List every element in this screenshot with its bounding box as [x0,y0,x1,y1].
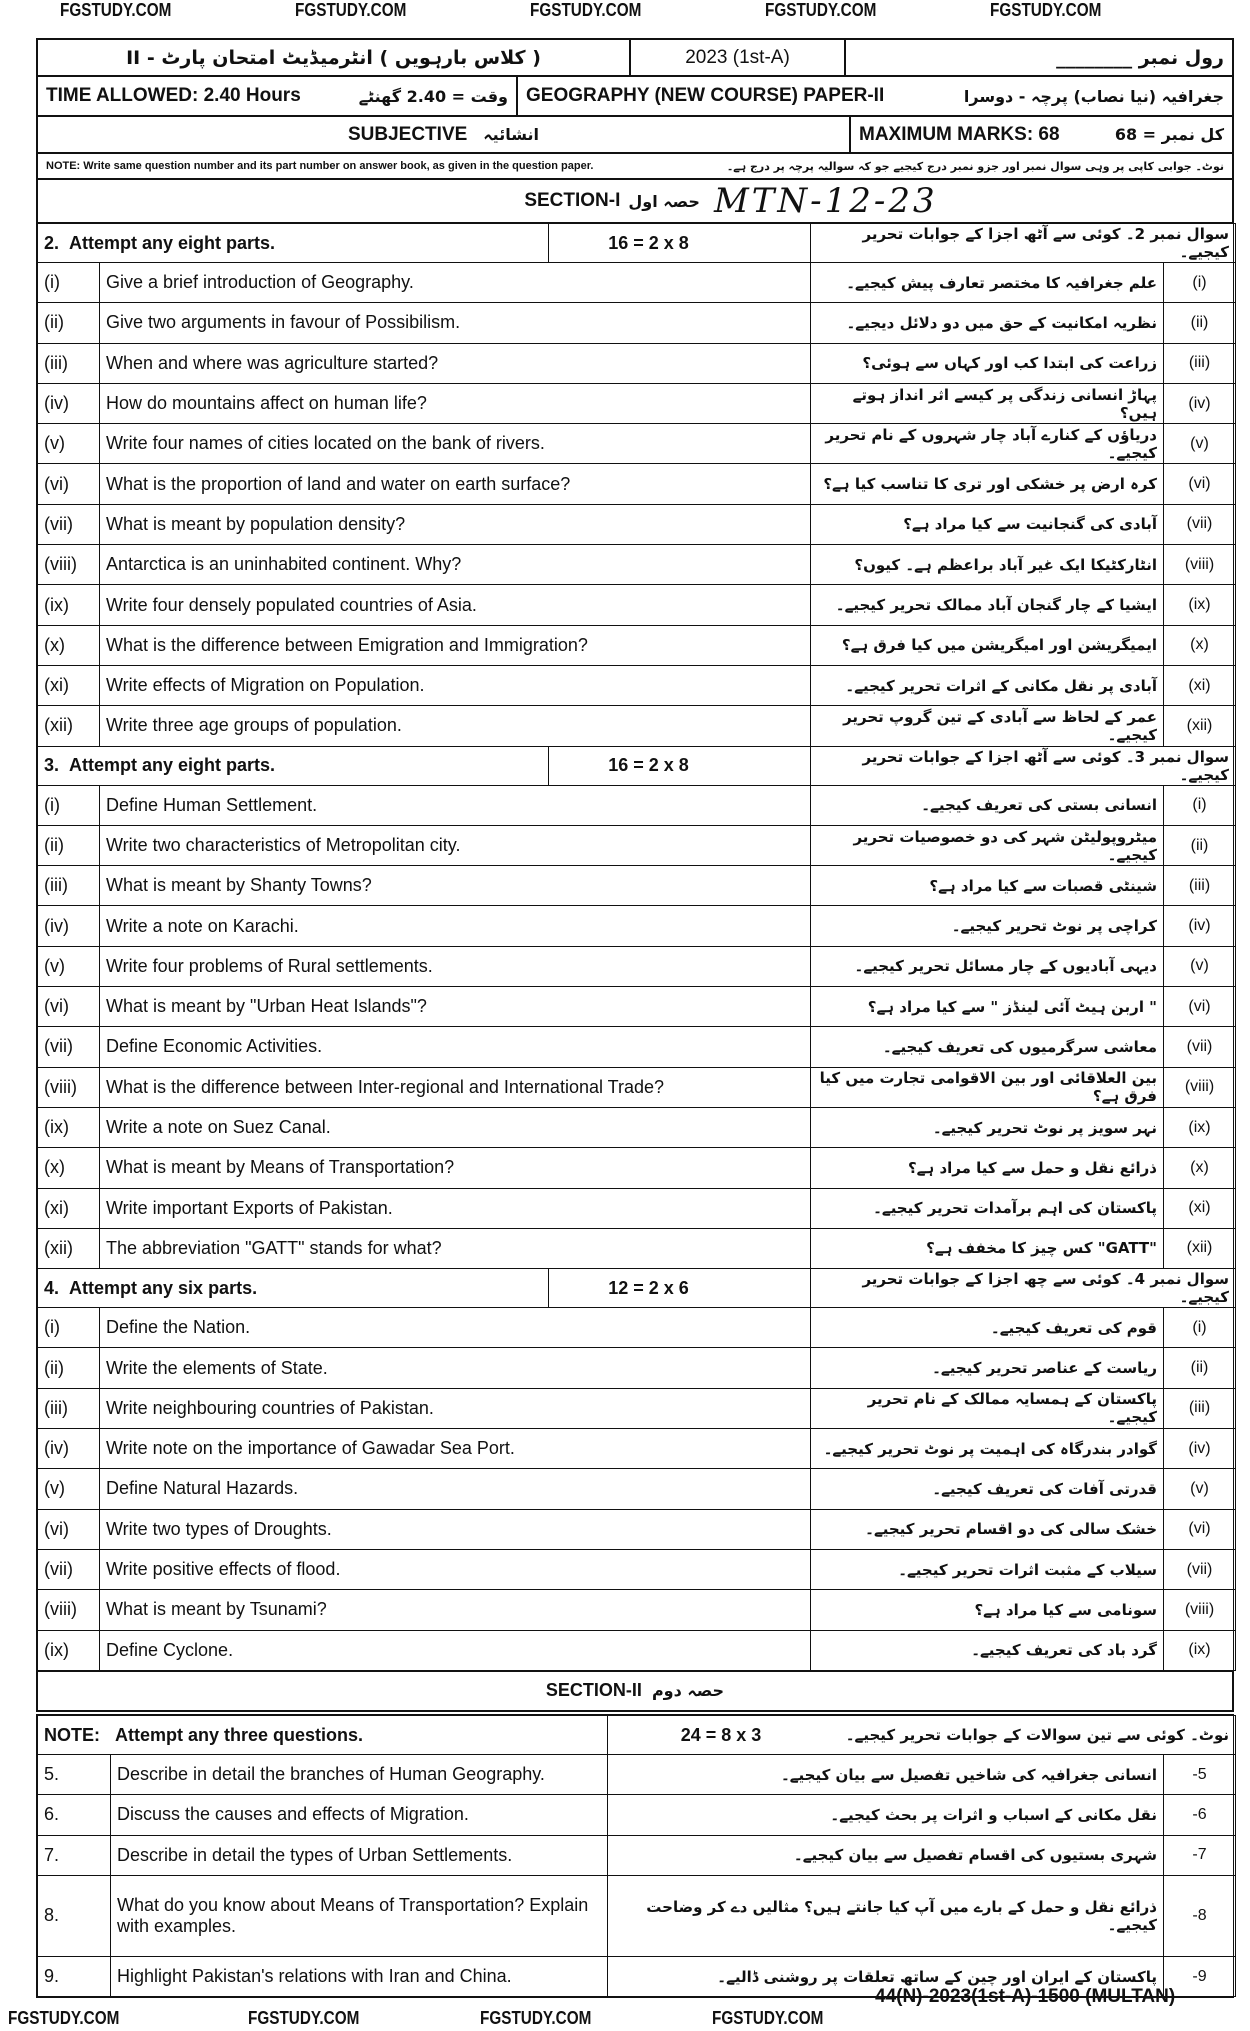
part-number: (iv) [38,906,100,946]
part-text: What is meant by "Urban Heat Islands"? [100,987,811,1027]
question-part [38,303,1236,343]
part-text-urdu: ذرائع نقل و حمل سے کیا مراد ہے؟ [811,1148,1164,1188]
part-text-urdu: معاشی سرگرمیوں کی تعریف کیجیے۔ [811,1027,1164,1067]
question-instruction: Attempt any eight parts. [69,755,276,776]
part-text: Give two arguments in favour of Possibilism. [100,303,811,343]
part-text-urdu: پہاڑ انسانی زندگی پر کیسے اثر انداز ہوتے ہیں؟ [811,383,1164,423]
part-number: (ii) [38,825,100,865]
part-number-urdu: (ii) [1164,1348,1236,1388]
question-instruction-urdu: سوال نمبر 2۔ کوئی سے آٹھ اجزا کے جوابات تحریر کیجیے۔ [811,224,1236,263]
part-number: (viii) [38,1067,100,1107]
part-number-urdu: (v) [1164,424,1236,464]
question-part [38,464,1236,504]
part-text: What is meant by population density? [100,504,811,544]
part-text-urdu: ایشیا کے چار گنجان آباد ممالک تحریر کیجیے۔ [811,585,1164,625]
part-number: (viii) [38,1590,100,1630]
part-number: (ii) [38,303,100,343]
q3-header [38,746,1236,785]
question-part [38,1630,1236,1670]
long-instruction: Attempt any three questions. [115,1724,364,1745]
q4-header [38,1269,1236,1308]
part-number-urdu: (ii) [1164,303,1236,343]
question-instruction: Attempt any six parts. [69,1277,258,1298]
part-text: How do mountains affect on human life? [100,383,811,423]
part-number-urdu: (vii) [1164,1549,1236,1589]
part-text-urdu: قدرتی آفات کی تعریف کیجیے۔ [811,1469,1164,1509]
part-text: What is the difference between Emigration and Immigration? [100,625,811,665]
question-text-urdu: نقل مکانی کے اسباب و اثرات پر بحث کیجیے۔ [608,1795,1164,1835]
part-text-urdu: کرہ ارض پر خشکی اور تری کا تناسب کیا ہے؟ [811,464,1164,504]
exam-year: 2023 (1st-A) [631,40,846,75]
part-number-urdu: (vii) [1164,504,1236,544]
max-marks: MAXIMUM MARKS: 68 [859,123,1060,145]
part-number-urdu: (iv) [1164,906,1236,946]
part-number: (xi) [38,665,100,705]
part-number: (vii) [38,1027,100,1067]
short-questions [36,222,1234,1712]
question-marks: 12 = 2 x 6 [548,1269,748,1307]
part-number-urdu: (x) [1164,1148,1236,1188]
watermark: FGSTUDY.COM [8,2008,120,2028]
part-text: Write neighbouring countries of Pakistan. [100,1388,811,1428]
part-text-urdu: زراعت کی ابتدا کب اور کہاں سے ہوئی؟ [811,343,1164,383]
part-text-urdu: نظریہ امکانیت کے حق میں دو دلائل دیجیے۔ [811,303,1164,343]
watermark: FGSTUDY.COM [530,0,642,20]
question-text: Highlight Pakistan's relations with Iran and China. [111,1956,608,1996]
question-instruction: Attempt any eight parts. [69,232,276,253]
part-number: (viii) [38,545,100,585]
part-text-urdu: دیہی آبادیوں کے چار مسائل تحریر کیجیے۔ [811,946,1164,986]
exam-title-urdu: ( کلاس بارہویں ) انٹرمیڈیٹ امتحان پارٹ - II [38,40,631,75]
part-text: Define Cyclone. [100,1630,811,1670]
part-number: (ix) [38,585,100,625]
question-part [38,1509,1236,1549]
q2-header [38,224,1236,263]
part-text-urdu: گرد باد کی تعریف کیجیے۔ [811,1630,1164,1670]
part-text: Define Human Settlement. [100,785,811,825]
question-part [38,625,1236,665]
part-number: (vi) [38,987,100,1027]
part-number-urdu: (xi) [1164,1188,1236,1228]
question-part [38,1590,1236,1630]
part-number: (i) [38,785,100,825]
part-number: (ix) [38,1630,100,1670]
question-part [38,1148,1236,1188]
subject-title: GEOGRAPHY (NEW COURSE) PAPER-II [526,85,885,106]
question-part [38,1469,1236,1509]
question-part [38,665,1236,705]
question-number: 4. [44,1277,60,1298]
question-part [38,1348,1236,1388]
question-part [38,785,1236,825]
question-part [38,424,1236,464]
paper-code: 44(N)-2023(1st-A)-1500 (MULTAN) [875,1986,1176,2007]
watermark: FGSTUDY.COM [765,0,877,20]
long-question [38,1875,1236,1956]
part-text-urdu: انٹارکٹیکا ایک غیر آباد براعظم ہے۔ کیوں؟ [811,545,1164,585]
part-text: Write a note on Karachi. [100,906,811,946]
watermark: FGSTUDY.COM [480,2008,592,2028]
question-part [38,1308,1236,1348]
question-part [38,504,1236,544]
roll-number-field: رول نمبر ________ [1056,46,1224,69]
part-number-urdu: (vi) [1164,987,1236,1027]
part-number: (ii) [38,1348,100,1388]
question-part [38,343,1236,383]
question-text-urdu: پاکستان کے ایران اور چین کے ساتھ تعلقات پر روشنی ڈالیے۔ [608,1956,1164,1996]
part-number-urdu: (i) [1164,785,1236,825]
part-number: (vii) [38,504,100,544]
part-text: Write two characteristics of Metropolitan city. [100,825,811,865]
watermark: FGSTUDY.COM [295,0,407,20]
part-text: What is the difference between Inter-regional and International Trade? [100,1067,811,1107]
question-text-urdu: شہری بستیوں کی اقسام تفصیل سے بیان کیجیے۔ [608,1835,1164,1875]
part-text: What is meant by Means of Transportation? [100,1148,811,1188]
long-questions-header [38,1716,1236,1755]
question-part [38,263,1236,303]
question-marks: 16 = 2 x 8 [548,747,748,785]
part-text: Write note on the importance of Gawadar Sea Port. [100,1429,811,1469]
part-text-urdu: "GATT" کس چیز کا مخفف ہے؟ [811,1228,1164,1268]
paper-header [36,38,1234,224]
part-number-urdu: (viii) [1164,1067,1236,1107]
long-questions [36,1714,1234,1998]
part-text-urdu: سیلاب کے مثبت اثرات تحریر کیجیے۔ [811,1549,1164,1589]
part-text-urdu: " اربن ہیٹ آئی لینڈز " سے کیا مراد ہے؟ [811,987,1164,1027]
question-part [38,946,1236,986]
part-number-urdu: (viii) [1164,545,1236,585]
question-number: 2. [44,232,60,253]
question-part [38,1549,1236,1589]
question-number: 7. [38,1835,111,1875]
part-number: (iii) [38,866,100,906]
part-number: (iii) [38,343,100,383]
part-text: Write four problems of Rural settlements. [100,946,811,986]
part-number-urdu: (i) [1164,263,1236,303]
part-text-urdu: کراچی پر نوٹ تحریر کیجیے۔ [811,906,1164,946]
question-marks: 16 = 2 x 8 [548,224,748,262]
question-part [38,1067,1236,1107]
part-text-urdu: ریاست کے عناصر تحریر کیجیے۔ [811,1348,1164,1388]
question-instruction-urdu: سوال نمبر 3۔ کوئی سے آٹھ اجزا کے جوابات تحریر کیجیے۔ [811,746,1236,785]
part-number: (iv) [38,1429,100,1469]
part-text: Define the Nation. [100,1308,811,1348]
part-number-urdu: (v) [1164,946,1236,986]
part-number: (x) [38,625,100,665]
part-text-urdu: عمر کے لحاظ سے آبادی کے تین گروپ تحریر کیجیے۔ [811,706,1164,746]
part-number: (vi) [38,1509,100,1549]
long-question [38,1835,1236,1875]
time-allowed-urdu: وقت = 2.40 گھنٹے [358,86,508,106]
watermark: FGSTUDY.COM [990,0,1102,20]
part-number: (i) [38,1308,100,1348]
question-part [38,706,1236,746]
part-text-urdu: میٹروپولیٹن شہر کی دو خصوصیات تحریر کیجیے۔ [811,825,1164,865]
part-number-urdu: (ix) [1164,585,1236,625]
instruction-note: NOTE: Write same question number and its part number on answer book, as given in the question paper. [46,160,594,172]
part-text-urdu: پاکستان کی اہم برآمدات تحریر کیجیے۔ [811,1188,1164,1228]
handwritten-code: MTN-12-23 [713,181,938,221]
part-number-urdu: (viii) [1164,1590,1236,1630]
question-number: 8. [38,1875,111,1956]
question-number-urdu: -8 [1164,1875,1236,1956]
part-number-urdu: (xii) [1164,1228,1236,1268]
part-number-urdu: (vi) [1164,1509,1236,1549]
question-part [38,866,1236,906]
question-text-urdu: ذرائع نقل و حمل کے بارے میں آپ کیا جانتے ہیں؟ مثالیں دے کر وضاحت کیجیے۔ [608,1875,1164,1956]
question-text: What do you know about Means of Transportation? Explain with examples. [111,1875,608,1956]
max-marks-urdu: کل نمبر = 68 [1114,125,1224,144]
part-number-urdu: (iv) [1164,1429,1236,1469]
part-text: Define Economic Activities. [100,1027,811,1067]
part-number-urdu: (x) [1164,625,1236,665]
part-number: (vii) [38,1549,100,1589]
question-text: Discuss the causes and effects of Migration. [111,1795,608,1835]
part-text: Write positive effects of flood. [100,1549,811,1589]
section-2-title: SECTION-II [545,1680,642,1701]
part-number-urdu: (vi) [1164,464,1236,504]
part-number-urdu: (ii) [1164,825,1236,865]
instruction-note-urdu: نوٹ۔ جوابی کاپی پر وہی سوال نمبر اور جزو نمبر درج کیجیے جو کہ سوالیہ پرچہ پر درج ہے۔ [726,159,1224,173]
part-text: What is meant by Shanty Towns? [100,866,811,906]
part-number: (xii) [38,706,100,746]
part-text: Write the elements of State. [100,1348,811,1388]
part-number: (v) [38,1469,100,1509]
question-text-urdu: انسانی جغرافیہ کی شاخیں تفصیل سے بیان کیجیے۔ [608,1755,1164,1795]
part-number: (v) [38,424,100,464]
part-text-urdu: دریاؤں کے کنارے آباد چار شہروں کے نام تحریر کیجیے۔ [811,424,1164,464]
subjective-label: SUBJECTIVE [347,123,468,145]
part-text-urdu: آبادی کی گنجانیت سے کیا مراد ہے؟ [811,504,1164,544]
part-text-urdu: گوادر بندرگاہ کی اہمیت پر نوٹ تحریر کیجیے۔ [811,1429,1164,1469]
part-text: Write important Exports of Pakistan. [100,1188,811,1228]
part-number: (i) [38,263,100,303]
part-number-urdu: (vii) [1164,1027,1236,1067]
subjective-label-urdu: انشائیہ [483,125,539,144]
section-1-title: SECTION-I [524,190,621,211]
question-text: Describe in detail the branches of Human Geography. [111,1755,608,1795]
question-number-urdu: -7 [1164,1835,1236,1875]
question-part [38,1107,1236,1147]
section-2-title-urdu: حصہ دوم [651,1681,725,1701]
part-text-urdu: بین العلاقائی اور بین الاقوامی تجارت میں کیا فرق ہے؟ [811,1067,1164,1107]
part-number-urdu: (iii) [1164,866,1236,906]
part-number: (vi) [38,464,100,504]
part-number-urdu: (ix) [1164,1630,1236,1670]
question-part [38,825,1236,865]
part-text-urdu: سونامی سے کیا مراد ہے؟ [811,1590,1164,1630]
part-text: Write four names of cities located on the bank of rivers. [100,424,811,464]
section-1-title-urdu: حصہ اول [628,191,700,211]
part-number: (ix) [38,1107,100,1147]
part-text: The abbreviation "GATT" stands for what? [100,1228,811,1268]
part-number-urdu: (i) [1164,1308,1236,1348]
long-question [38,1795,1236,1835]
part-number: (x) [38,1148,100,1188]
question-number-urdu: -6 [1164,1795,1236,1835]
part-number-urdu: (iv) [1164,383,1236,423]
part-number-urdu: (xi) [1164,665,1236,705]
part-number: (xii) [38,1228,100,1268]
question-part [38,1388,1236,1428]
question-instruction-urdu: سوال نمبر 4۔ کوئی سے چھ اجزا کے جوابات تحریر کیجیے۔ [811,1269,1236,1308]
time-allowed: TIME ALLOWED: 2.40 Hours [46,85,301,106]
part-number-urdu: (ix) [1164,1107,1236,1147]
question-part [38,1027,1236,1067]
long-instruction-urdu: نوٹ۔ کوئی سے تین سوالات کے جوابات تحریر کیجیے۔ [608,1716,1236,1755]
part-text-urdu: خشک سالی کی دو اقسام تحریر کیجیے۔ [811,1509,1164,1549]
part-text: Write effects of Migration on Population. [100,665,811,705]
part-text-urdu: شینٹی قصبات سے کیا مراد ہے؟ [811,866,1164,906]
part-number-urdu: (xii) [1164,706,1236,746]
question-number: 9. [38,1956,111,1996]
part-text: Write a note on Suez Canal. [100,1107,811,1147]
part-number: (iv) [38,383,100,423]
question-part [38,1228,1236,1268]
long-marks: 24 = 8 x 3 [680,1724,762,1745]
part-number: (xi) [38,1188,100,1228]
question-number: 3. [44,755,60,776]
note-label: NOTE: [44,1724,100,1745]
part-text: What is the proportion of land and water on earth surface? [100,464,811,504]
subject-title-urdu: جغرافیہ (نیا نصاب) پرچہ - دوسرا [963,86,1224,106]
part-text-urdu: پاکستان کے ہمسایہ ممالک کے نام تحریر کیجیے۔ [811,1388,1164,1428]
question-number-urdu: -9 [1164,1956,1236,1996]
question-number-urdu: -5 [1164,1755,1236,1795]
part-text-urdu: نہر سویز پر نوٹ تحریر کیجیے۔ [811,1107,1164,1147]
question-part [38,1429,1236,1469]
question-part [38,545,1236,585]
part-text-urdu: قوم کی تعریف کیجیے۔ [811,1308,1164,1348]
question-text: Describe in detail the types of Urban Settlements. [111,1835,608,1875]
part-text: Write four densely populated countries of Asia. [100,585,811,625]
question-part [38,383,1236,423]
question-number: 5. [38,1755,111,1795]
part-text: Define Natural Hazards. [100,1469,811,1509]
part-text: When and where was agriculture started? [100,343,811,383]
part-number: (v) [38,946,100,986]
part-text: Give a brief introduction of Geography. [100,263,811,303]
question-part [38,987,1236,1027]
part-text: Antarctica is an uninhabited continent. Why? [100,545,811,585]
question-part [38,906,1236,946]
part-number-urdu: (v) [1164,1469,1236,1509]
watermark: FGSTUDY.COM [712,2008,824,2028]
part-text: What is meant by Tsunami? [100,1590,811,1630]
watermark: FGSTUDY.COM [60,0,172,20]
section-2-header [37,1671,1233,1711]
part-text-urdu: انسانی بستی کی تعریف کیجیے۔ [811,785,1164,825]
long-question [38,1755,1236,1795]
part-text: Write three age groups of population. [100,706,811,746]
part-number-urdu: (iii) [1164,343,1236,383]
question-part [38,585,1236,625]
question-number: 6. [38,1795,111,1835]
part-text-urdu: ایمیگریشن اور امیگریشن میں کیا فرق ہے؟ [811,625,1164,665]
part-number: (iii) [38,1388,100,1428]
part-text-urdu: علم جغرافیہ کا مختصر تعارف پیش کیجیے۔ [811,263,1164,303]
part-number-urdu: (iii) [1164,1388,1236,1428]
part-text: Write two types of Droughts. [100,1509,811,1549]
part-text-urdu: آبادی پر نقل مکانی کے اثرات تحریر کیجیے۔ [811,665,1164,705]
question-part [38,1188,1236,1228]
watermark: FGSTUDY.COM [248,2008,360,2028]
